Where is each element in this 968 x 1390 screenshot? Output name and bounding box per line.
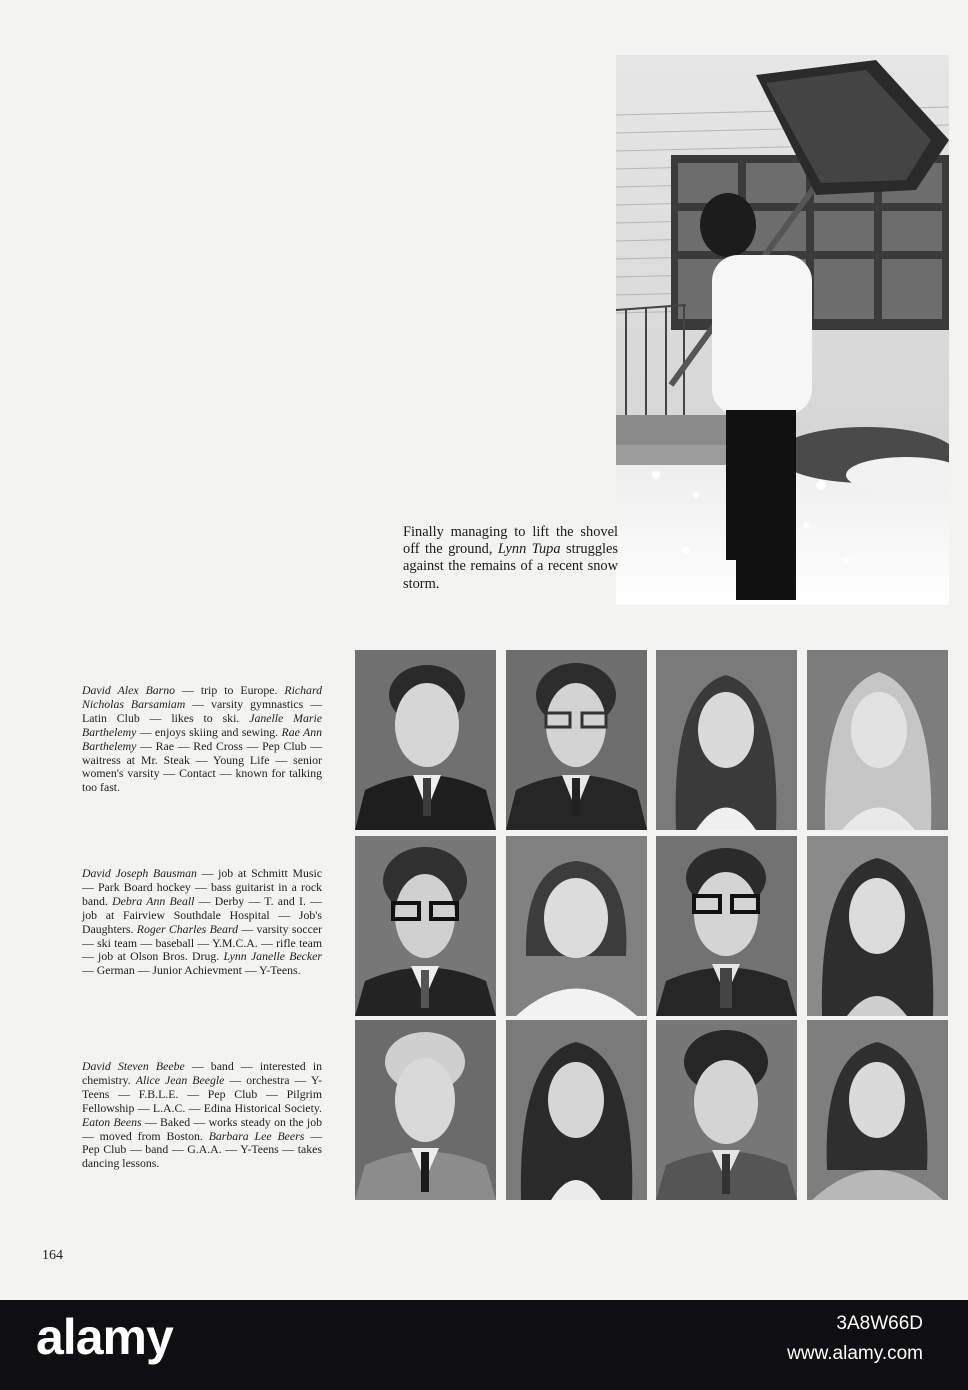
bio-text: — Rae — Red Cross — Pep Club — waitress at Mr. Steak — Young Life — senior women's varsity — Contact — known for talking too fast. xyxy=(82,738,322,795)
portrait xyxy=(355,650,496,830)
student-name: Rae Ann Barthelemy xyxy=(82,724,322,753)
student-name: Lynn Janelle Becker xyxy=(223,949,322,964)
bio-row-3 xyxy=(82,1060,322,1171)
student-name: Eaton Beens xyxy=(82,1114,142,1129)
portrait xyxy=(656,836,797,1016)
bio-row-2 xyxy=(82,867,322,978)
portrait xyxy=(506,836,647,1016)
student-name: Debra Ann Beall xyxy=(112,893,195,908)
portrait xyxy=(656,1020,797,1200)
bio-text: — enjoys skiing and sewing. xyxy=(136,724,282,739)
bio-text: — trip to Europe. xyxy=(175,683,285,697)
student-name: David Joseph Bausman xyxy=(82,866,197,880)
student-name: Richard Nicholas Barsamiam xyxy=(82,683,322,711)
image-code: 3A8W66D xyxy=(836,1313,923,1334)
portrait xyxy=(807,650,948,830)
bio-text: — orchestra — Y-Teens — F.B.L.E. — Pep Club — Pilgrim Fellowship — L.A.C. — Edina Historical Society. xyxy=(82,1072,322,1115)
bio-text: — Pep Club — band — G.A.A. — Y-Teens — takes dancing lessons. xyxy=(82,1128,322,1171)
bio-text: — varsity gymnastics — Latin Club — likes to ski. xyxy=(82,696,322,725)
bio-row-1 xyxy=(82,684,322,795)
student-name: Alice Jean Beegle xyxy=(135,1072,225,1087)
bio-text: — varsity soccer — ski team — baseball — Y.M.C.A. — rifle team — job at Olson Bros. Drug. xyxy=(82,921,322,964)
student-name: Janelle Marie Barthelemy xyxy=(82,710,322,739)
student-name: Barbara Lee Beers xyxy=(208,1128,305,1143)
portrait xyxy=(807,1020,948,1200)
photo-caption: Finally managing to lift the shovel off the ground, Lynn Tupa struggles against the remains of a recent snow storm. xyxy=(403,524,619,592)
portrait xyxy=(807,836,948,1016)
student-name: Roger Charles Beard xyxy=(136,921,238,936)
portrait xyxy=(506,650,647,830)
page-number: 164 xyxy=(42,1248,63,1263)
student-name: David Alex Barno xyxy=(82,683,176,697)
bio-text: — band — interested in chemistry. xyxy=(82,1059,322,1087)
bio-text: — German — Junior Achievment — Y-Teens. xyxy=(82,963,301,978)
footer-url[interactable]: www.alamy.com xyxy=(787,1343,923,1364)
bio-text: — Derby — T. and I. — job at Fairview Southdale Hospital — Job's Daughters. xyxy=(82,893,322,936)
student-name: David Steven Beebe xyxy=(82,1059,185,1073)
portrait xyxy=(355,1020,496,1200)
snow-shovel-photo xyxy=(616,55,949,605)
portrait xyxy=(656,650,797,830)
portrait xyxy=(506,1020,647,1200)
bio-text: — job at Schmitt Music — Park Board hockey — bass guitarist in a rock band. xyxy=(82,866,322,908)
bio-text: — Baked — works steady on the job — moved from Boston. xyxy=(82,1114,323,1143)
portrait xyxy=(355,836,496,1016)
footer-logo[interactable]: alamy xyxy=(36,1309,173,1365)
senior-portrait-grid xyxy=(355,650,948,1203)
